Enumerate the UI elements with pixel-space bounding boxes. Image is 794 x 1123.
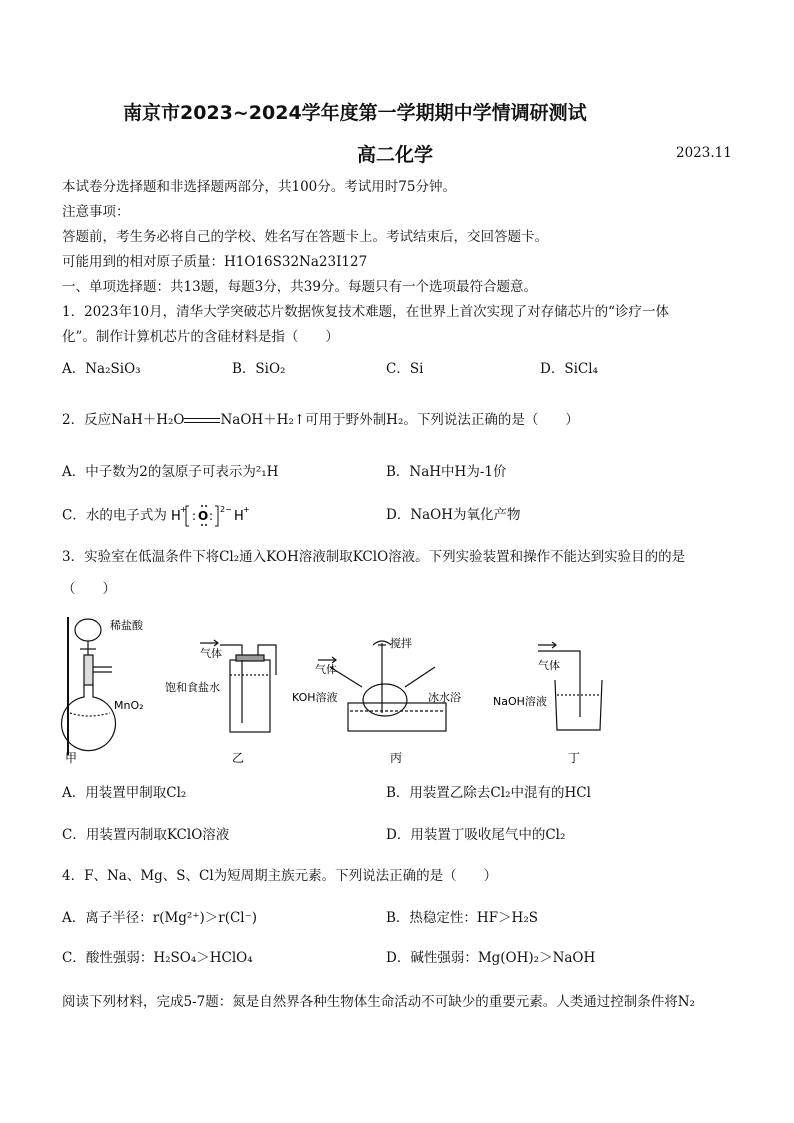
q1-stem-line2: 化”。制作计算机芯片的含硅材料是指（ ）	[62, 329, 339, 345]
apparatus-bing	[318, 641, 446, 731]
label-brine: 饱和食盐水	[165, 681, 220, 694]
apparatus-figure	[60, 605, 700, 770]
label-ding: 丁	[568, 751, 581, 765]
q2-stem-part2: NaOH＋H₂↑可用于野外制H₂。下列说法正确的是（ ）	[220, 412, 579, 428]
q3-option-d: D．用装置丁吸收尾气中的Cl₂	[386, 827, 566, 843]
label-ice: 冰水浴	[428, 691, 461, 704]
label-acid: 稀盐酸	[110, 619, 143, 632]
equals-sign-icon	[184, 416, 220, 426]
notice-heading: 注意事项：	[62, 204, 130, 220]
q1-option-a: A．Na₂SiO₃	[62, 361, 141, 377]
q3-option-c: C．用装置丙制取KClO溶液	[62, 827, 230, 843]
q1-stem-line1: 1．2023年10月，清华大学突破芯片数据恢复技术难题，在世界上首次实现了对存储芯片的“诊疗一体	[62, 304, 670, 320]
q3-option-b: B．用装置乙除去Cl₂中混有的HCl	[386, 785, 591, 801]
page-title: 南京市2023~2024学年度第一学期期中学情调研测试	[123, 102, 587, 124]
svg-text:H: H	[171, 509, 181, 524]
q1-option-b: B．SiO₂	[232, 361, 286, 377]
q2-stem	[62, 408, 579, 428]
q4-stem: 4．F、Na、Mg、S、Cl为短周期主族元素。下列说法正确的是（ ）	[62, 868, 498, 884]
q4-option-a: A．离子半径：r(Mg²⁺)＞r(Cl⁻)	[62, 910, 257, 926]
q3-stem-line2: （ ）	[62, 581, 116, 597]
q3-option-a: A．用装置甲制取Cl₂	[62, 785, 187, 801]
label-gas-ding: 气体	[538, 659, 560, 672]
label-jia: 甲	[65, 751, 78, 765]
q2-option-c-text: C．水的电子式为	[62, 507, 167, 524]
q2-option-b: B．NaH中H为-1价	[386, 464, 507, 480]
label-mno2: MnO₂	[114, 699, 144, 712]
svg-text::: :	[209, 509, 214, 523]
svg-text::: :	[192, 509, 197, 523]
subject-title: 高二化学	[357, 144, 434, 166]
reading-passage: 阅读下列材料，完成5-7题：氮是自然界各种生物体生命活动不可缺少的重要元素。人类通过控制条件将N₂	[62, 994, 695, 1010]
q2-stem-part1: 2．反应NaH＋H₂O	[62, 412, 185, 428]
section-heading: 一、单项选择题：共13题，每题3分，共39分。每题只有一个选项最符合题意。	[62, 279, 537, 295]
atomic-mass-line: 可能用到的相对原子质量：H1O16S32Na23I127	[62, 254, 368, 270]
q2-option-c	[62, 503, 251, 529]
apparatus-jia	[61, 617, 115, 755]
svg-text:O: O	[198, 509, 209, 523]
q1-option-d: D．SiCl₄	[540, 361, 598, 377]
svg-text:+: +	[180, 505, 187, 514]
svg-text:H: H	[234, 509, 244, 524]
q2-option-a: A．中子数为2的氢原子可表示为²₁H	[62, 464, 279, 480]
water-electron-formula-icon	[171, 503, 251, 529]
q3-stem-line1: 3．实验室在低温条件下将Cl₂通入KOH溶液制取KClO溶液。下列实验装置和操作不能达到实验目的的是	[62, 549, 686, 565]
q4-option-d: D．碱性强弱：Mg(OH)₂＞NaOH	[386, 950, 596, 966]
q4-option-c: C．酸性强弱：H₂SO₄＞HClO₄	[62, 950, 253, 966]
q2-option-d: D．NaOH为氧化产物	[386, 507, 521, 523]
exam-date: 2023.11	[676, 145, 732, 161]
label-naoh: NaOH溶液	[493, 695, 547, 708]
label-koh: KOH溶液	[292, 691, 338, 704]
label-bing: 丙	[390, 751, 403, 765]
notice-text: 答题前，考生务必将自己的学校、姓名写在答题卡上。考试结束后，交回答题卡。	[62, 229, 548, 245]
apparatus-ding	[538, 642, 602, 730]
svg-text:+: +	[243, 505, 250, 514]
intro-line: 本试卷分选择题和非选择题两部分，共100分。考试用时75分钟。	[62, 179, 456, 195]
label-gas-yi: 气体	[200, 647, 222, 660]
label-stir: 搅拌	[390, 637, 412, 650]
label-gas-bing: 气体	[315, 663, 337, 676]
svg-text:2−: 2−	[220, 505, 232, 514]
label-yi: 乙	[232, 751, 245, 765]
q4-option-b: B．热稳定性：HF＞H₂S	[386, 910, 538, 926]
q1-option-c: C．Si	[386, 361, 424, 377]
